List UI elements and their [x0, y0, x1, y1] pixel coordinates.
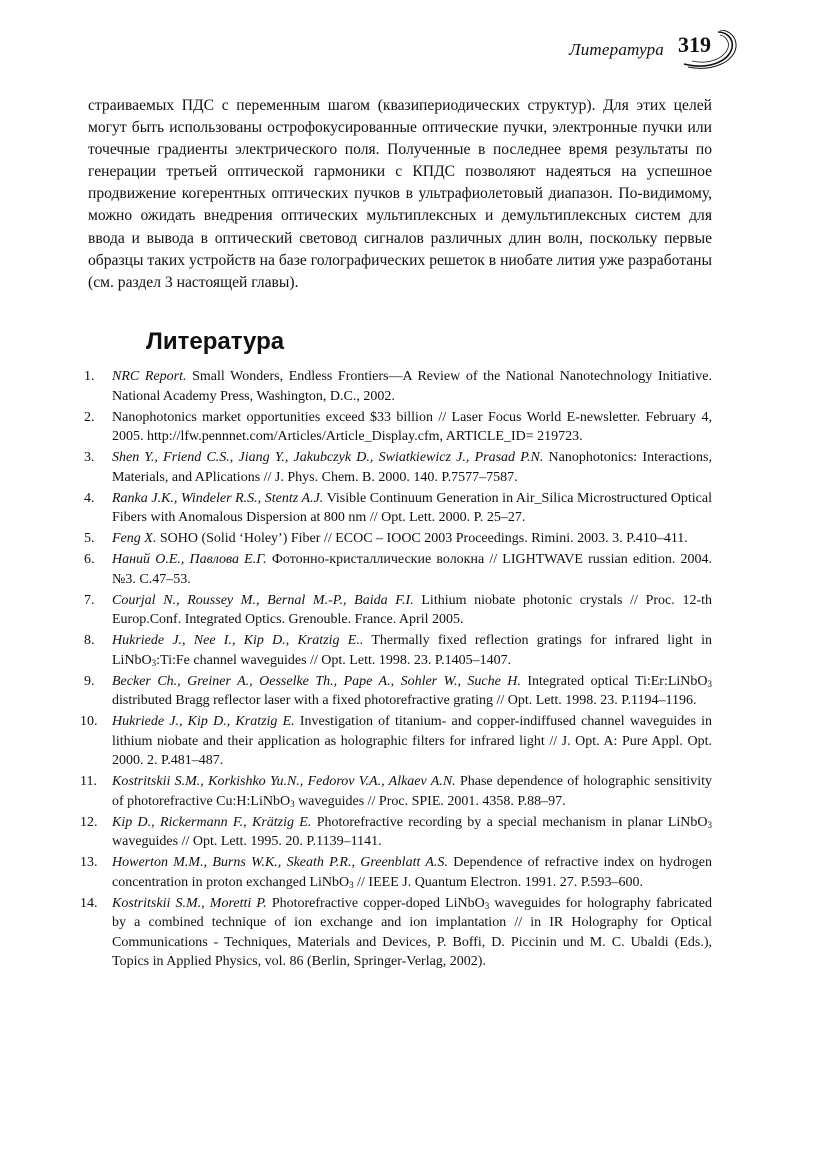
reference-authors: Hukriede J., Nee I., Kip D., Kratzig E.. — [112, 633, 364, 648]
subscript: 3 — [290, 798, 295, 809]
reference-authors: NRC Report. — [112, 369, 187, 384]
reference-number: 3. — [84, 450, 95, 465]
reference-text-cont: waveguides // Opt. Lett. 1995. 20. P.1139–1141. — [112, 834, 382, 849]
reference-text-cont: waveguides // Proc. SPIE. 2001. 4358. P.88–97. — [294, 793, 566, 809]
page-number-block — [678, 30, 740, 70]
reference-item — [84, 489, 712, 528]
reference-number: 8. — [84, 633, 95, 648]
reference-authors: Kip D., Rickermann F., Krätzig E. — [112, 814, 312, 830]
reference-number: 6. — [84, 552, 95, 567]
page-number: 319 — [678, 32, 711, 57]
reference-text-cont: :Ti:Fe channel waveguides // Opt. Lett. 1998. 23. P.1405–1407. — [156, 652, 512, 668]
section-heading: Литература — [146, 328, 285, 355]
reference-text-cont: // IEEE J. Quantum Electron. 1991. 27. P.593–600. — [353, 874, 643, 890]
reference-item — [84, 367, 712, 406]
reference-authors: Hukriede J., Kip D., Kratzig E. — [112, 714, 295, 729]
reference-item — [80, 712, 712, 771]
reference-text: Photorefractive copper-doped LiNbO — [266, 895, 485, 911]
reference-authors: Ranka J.K., Windeler R.S., Stentz A.J. — [112, 490, 324, 506]
reference-item — [84, 550, 712, 589]
reference-text: Phase dependence of holographic sensitivity of photorefractive Cu:H:LiNbO — [112, 774, 712, 809]
reference-number: 11. — [80, 774, 97, 789]
reference-number: 14. — [80, 895, 98, 911]
reference-text: Investigation of titanium- and copper-indiffused channel waveguides in lithium niobate and their application as holographic filters for infrared light // J. Opt. A: Pure Appl. Opt. 2000. 2. P.481–487. — [112, 714, 712, 768]
subscript: 3 — [484, 900, 490, 911]
reference-text: Thermally fixed reflection gratings for infrared light in LiNbO — [112, 633, 713, 668]
reference-number: 9. — [84, 673, 95, 689]
reference-number: 4. — [84, 490, 95, 506]
reference-authors: Becker Ch., Greiner A., Oesselke Th., Pape A., Sohler W., Suche H. — [112, 673, 521, 689]
body-paragraph: страиваемых ПДС с переменным шагом (квазипериодических структур). Для этих целей могут быть использованы острофокусированные оптические пучки, электронные пучки или точечные градиенты электрического поля. Полученные в последнее время результаты по генерации третьей оптической гармоники с КПДС позволяют надеяться на успешное продвижение когерентных оптических пучков в ультрафиолетовый диапазон. По-видимому, можно ожидать внедрения оптических мультиплексных и демультиплексных систем для ввода и вывода в оптический световод сигналов различных длин волн, поскольку первые образцы таких устройств на базе голографических решеток в ниобате лития уже разработаны (см. раздел 3 настоящей главы). — [88, 97, 712, 291]
reference-number: 5. — [84, 531, 95, 546]
reference-authors: Courjal N., Roussey M., Bernal M.-P., Baida F.I. — [112, 592, 414, 608]
reference-item — [84, 448, 712, 487]
reference-text: Small Wonders, Endless Frontiers—A Review of the National Nanotechnology Initiative. National Academy Press, Washington, D.C., 2002. — [112, 369, 712, 404]
reference-item — [80, 772, 712, 811]
reference-number: 12. — [80, 814, 98, 830]
reference-text: Integrated optical Ti:Er:LiNbO — [520, 673, 708, 689]
reference-list — [80, 367, 713, 973]
reference-text-cont: waveguides for holography fabricated by a combined technique of ion exchange and ion implantation // in IR Holography for Optical Communications - Techniques, Materials and Devices, P. Boffi, D. Piccinin und M. C. Ubaldi (Eds.), Topics in Applied Physics, vol. 86 (Berlin, Springer-Verlag, 2002). — [112, 895, 712, 969]
reference-text: Dependence of refractive index on hydrogen concentration in proton exchanged LiNbO — [112, 855, 712, 890]
running-head — [569, 30, 740, 70]
subscript: 3 — [349, 879, 354, 890]
reference-text: Visible Continuum Generation in Air_Silica Microstructured Optical Fibers with Anomalous Dispersion at 800 nm // Opt. Lett. 2000. P. 25–27. — [112, 490, 712, 525]
reference-number: 10. — [80, 714, 98, 729]
reference-authors: Наний О.Е., Павлова Е.Г. — [112, 552, 267, 567]
running-title: Литература — [568, 40, 664, 59]
swirl-ornament-icon — [678, 30, 740, 70]
reference-item — [80, 813, 713, 852]
reference-authors: Howerton M.M., Burns W.K., Skeath P.R., Greenblatt A.S. — [112, 855, 448, 870]
reference-item — [80, 894, 712, 972]
reference-item — [84, 529, 712, 549]
reference-number: 13. — [80, 855, 98, 870]
reference-text: Nanophotonics market opportunities exceed $33 billion // Laser Focus World E-newsletter. February 4, 2005. http://lfw.pennnet.com/Articles/Article_Display.cfm, ARTICLE_ID= 219723. — [112, 409, 712, 444]
reference-item — [80, 853, 712, 892]
reference-authors: Feng X. — [112, 531, 157, 546]
reference-number: 1. — [84, 369, 95, 384]
subscript: 3 — [707, 819, 713, 830]
reference-item — [84, 631, 712, 670]
reference-number: 2. — [84, 409, 95, 425]
subscript: 3 — [707, 678, 712, 689]
reference-text-cont: distributed Bragg reflector laser with a fixed photorefractive grating // Opt. Lett. 1998. 23. P.1194–1196. — [112, 693, 697, 708]
reference-text: Photorefractive recording by a special mechanism in planar LiNbO — [311, 814, 708, 830]
reference-number: 7. — [84, 592, 95, 608]
reference-text: SOHO (Solid ‘Holey’) Fiber // ECOC – IOOC 2003 Proceedings. Rimini. 2003. 3. P.410–411. — [156, 531, 688, 546]
reference-item — [84, 591, 712, 630]
subscript: 3 — [151, 657, 157, 668]
reference-item — [84, 672, 712, 711]
reference-authors: Kostritskii S.M., Moretti P. — [112, 895, 267, 911]
reference-authors: Shen Y., Friend C.S., Jiang Y., Jakubczyk D., Swiatkiewicz J., Prasad P.N. — [112, 450, 544, 465]
reference-text: Фотонно-кристаллические волокна // LIGHTWAVE russian edition. 2004. №3. С.47–53. — [112, 552, 712, 587]
reference-text: Nanophotonics: Interactions, Materials, and APlications // J. Phys. Chem. B. 2000. 140. P.7577–7587. — [112, 450, 712, 485]
reference-text: Lithium niobate photonic crystals // Proc. 12-th Europ.Conf. Integrated Optics. Grenouble. France. April 2005. — [112, 592, 712, 627]
reference-item — [84, 408, 712, 447]
reference-authors: Kostritskii S.M., Korkishko Yu.N., Fedorov V.A., Alkaev A.N. — [112, 774, 456, 789]
